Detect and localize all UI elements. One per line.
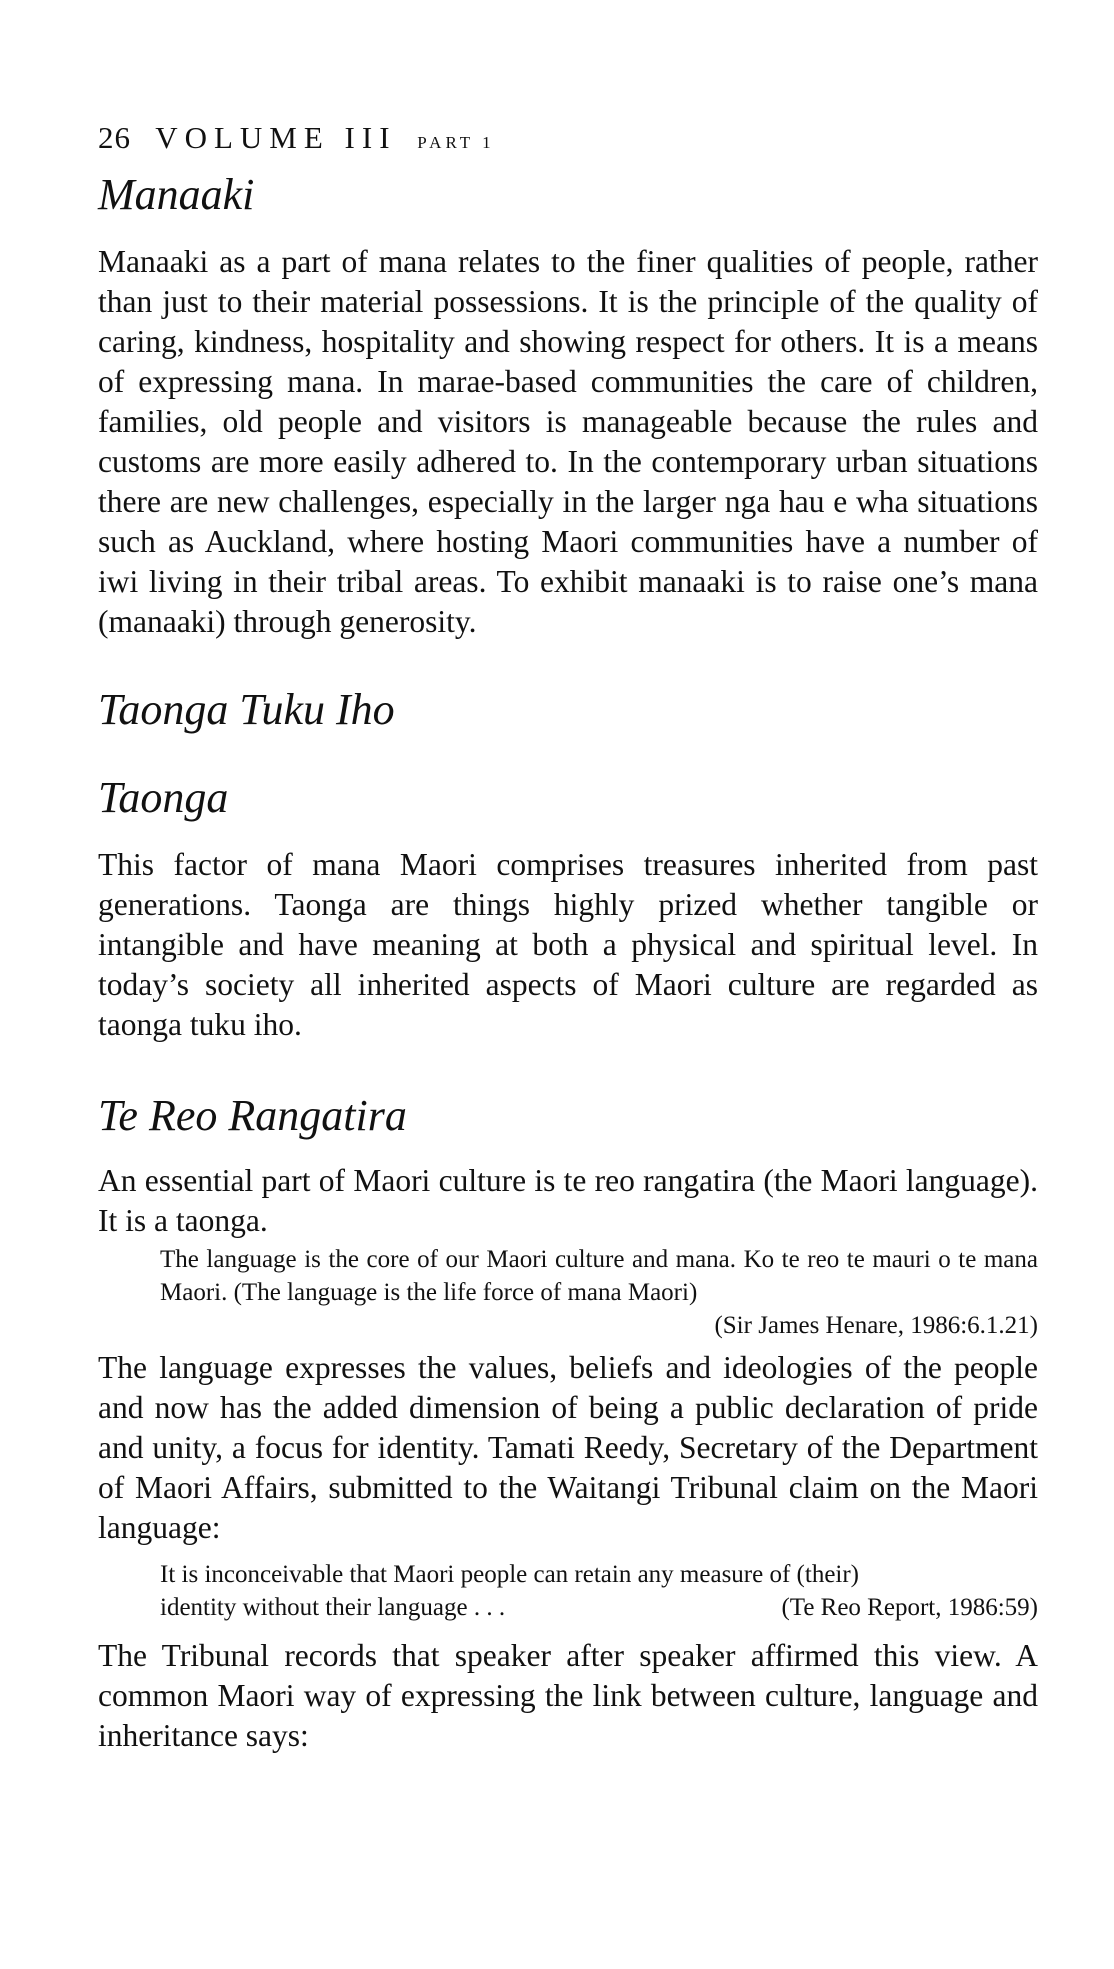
volume-label: VOLUME III <box>155 120 397 155</box>
running-head <box>98 118 1038 158</box>
heading-manaaki: Manaaki <box>98 170 255 219</box>
te-reo-report-quote-line1: It is inconceivable that Maori people can retain any measure of (their) <box>160 1561 860 1588</box>
henare-quote-text: The language is the core of our Maori culture and mana. Ko te reo te mauri o te mana Maori. (The language is the life force of mana Maori) <box>160 1246 1038 1306</box>
book-page <box>98 118 1038 1756</box>
tribunal-paragraph: The Tribunal records that speaker after speaker affirmed this view. A common Maori way of expressing the link between culture, language and inheritance says: <box>98 1638 1038 1753</box>
te-reo-report-quote-line2: identity without their language . . . <box>160 1594 506 1621</box>
te-reo-paragraph: The language expresses the values, beliefs and ideologies of the people and now has the added dimension of being a public declaration of pride and unity, a focus for identity. Tamati Reedy, Secretary of the Department of Maori Affairs, submitted to the Waitangi Tribunal claim on the Maori language: <box>98 1350 1038 1545</box>
manaaki-paragraph: Manaaki as a part of mana relates to the finer qualities of people, rather than just to their material possessions. It is the principle of the quality of caring, kindness, hospitality and showing respect for others. It is a means of expressing mana. In marae-based communities the care of children, families, old people and visitors is manageable because the rules and customs are more easily adhered to. In the contemporary urban situations there are new challenges, especially in the larger nga hau e wha situations such as Auckland, where hosting Maori communities have a number of iwi living in their tribal areas. To exhibit manaaki is to raise one’s mana (manaaki) through generosity. <box>98 244 1038 639</box>
henare-quote <box>160 1243 1038 1342</box>
te-reo-intro: An essential part of Maori culture is te reo rangatira (the Maori language). It is a taonga. <box>98 1163 1038 1238</box>
te-reo-report-citation: (Te Reo Report, 1986:59) <box>781 1594 1038 1621</box>
page-number: 26 <box>98 120 131 155</box>
te-reo-report-quote <box>160 1558 1038 1624</box>
henare-quote-citation: (Sir James Henare, 1986:6.1.21) <box>714 1312 1038 1339</box>
heading-te-reo-rangatira: Te Reo Rangatira <box>98 1091 407 1140</box>
taonga-paragraph: This factor of mana Maori comprises treasures inherited from past generations. Taonga are things highly prized whether tangible or intangible and have meaning at both a physical and spiritual level. In today’s society all inherited aspects of Maori culture are regarded as taonga tuku iho. <box>98 847 1038 1042</box>
heading-taonga: Taonga <box>98 773 229 822</box>
part-label: PART 1 <box>417 133 495 152</box>
heading-taonga-tuku-iho: Taonga Tuku Iho <box>98 685 395 734</box>
